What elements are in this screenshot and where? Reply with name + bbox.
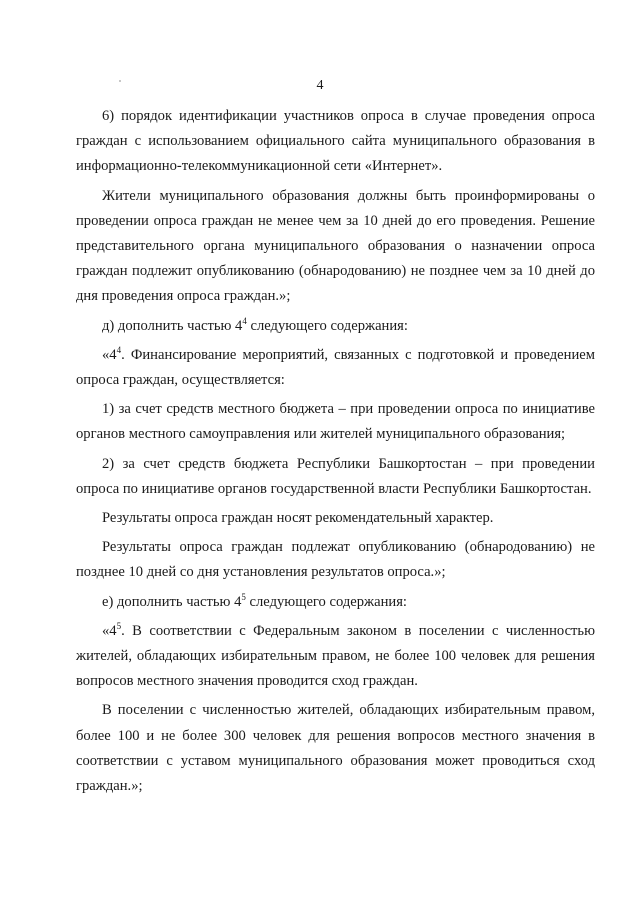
paragraph-results-publication: Результаты опроса граждан подлежат опубликованию (обнародованию) не позднее 10 дней со дня установления результатов опроса.»;: [76, 539, 595, 581]
paragraph-amendment-d: [76, 314, 595, 339]
paragraph-residents-informed: Жители муниципального образования должны быть проинформированы о проведении опроса граждан не менее чем за 10 дней до его проведения. Решение представительного органа муниципального образования о назначении опроса граждан подлежит опубликованию (обнародованию) не позднее чем за 10 дней до дня проведения опроса граждан.»;: [76, 187, 595, 305]
amendment-e-suffix: следующего содержания:: [245, 593, 407, 610]
document-body: [76, 104, 595, 803]
financing-body: . Финансирование мероприятий, связанных с подготовкой и проведением опроса граждан, осуществляется:: [76, 346, 595, 389]
amendment-e-prefix: е) дополнить частью 4: [102, 593, 242, 610]
paragraph-advisory-results: Результаты опроса граждан носят рекомендательный характер.: [102, 510, 494, 527]
financing-prefix: «4: [102, 346, 117, 363]
amendment-d-prefix: д) дополнить частью 4: [102, 317, 243, 334]
federal-law-body: . В соответствии с Федеральным законом в поселении с численностью жителей, обладающих избирательным правом, не более 100 человек для решения вопросов местного значения проводится сход граждан.: [76, 622, 595, 690]
paragraph-local-budget: 1) за счет средств местного бюджета – при проведении опроса по инициативе органов местного самоуправления или жителей муниципального образования;: [76, 401, 595, 443]
federal-law-prefix: «4: [102, 622, 117, 639]
paragraph-republic-budget: 2) за счет средств бюджета Республики Башкортостан – при проведении опроса по инициативе органов государственной власти Республики Башкортостан.: [76, 455, 595, 497]
paragraph-settlement-300: В поселении с численностью жителей, обладающих избирательным правом, более 100 и не более 300 человек для решения вопросов местного значения в соответствии с уставом муниципального образования может проводиться сход граждан.»;: [76, 702, 595, 795]
amendment-d-suffix: следующего содержания:: [246, 317, 408, 334]
amendment-e-superscript: 5: [241, 591, 246, 602]
paragraph-financing: [76, 343, 595, 393]
financing-superscript: 4: [116, 344, 122, 355]
amendment-d-superscript: 4: [242, 315, 247, 326]
paragraph-identification-order: 6) порядок идентификации участников опроса в случае проведения опроса граждан с использованием официального сайта муниципального образования в информационно-телекоммуникационной сети «Интернет».: [76, 108, 595, 175]
page-number: 4: [316, 78, 324, 93]
paragraph-amendment-e: [76, 590, 595, 615]
federal-law-superscript: 5: [116, 621, 122, 631]
paragraph-federal-law-gathering: [76, 619, 595, 695]
